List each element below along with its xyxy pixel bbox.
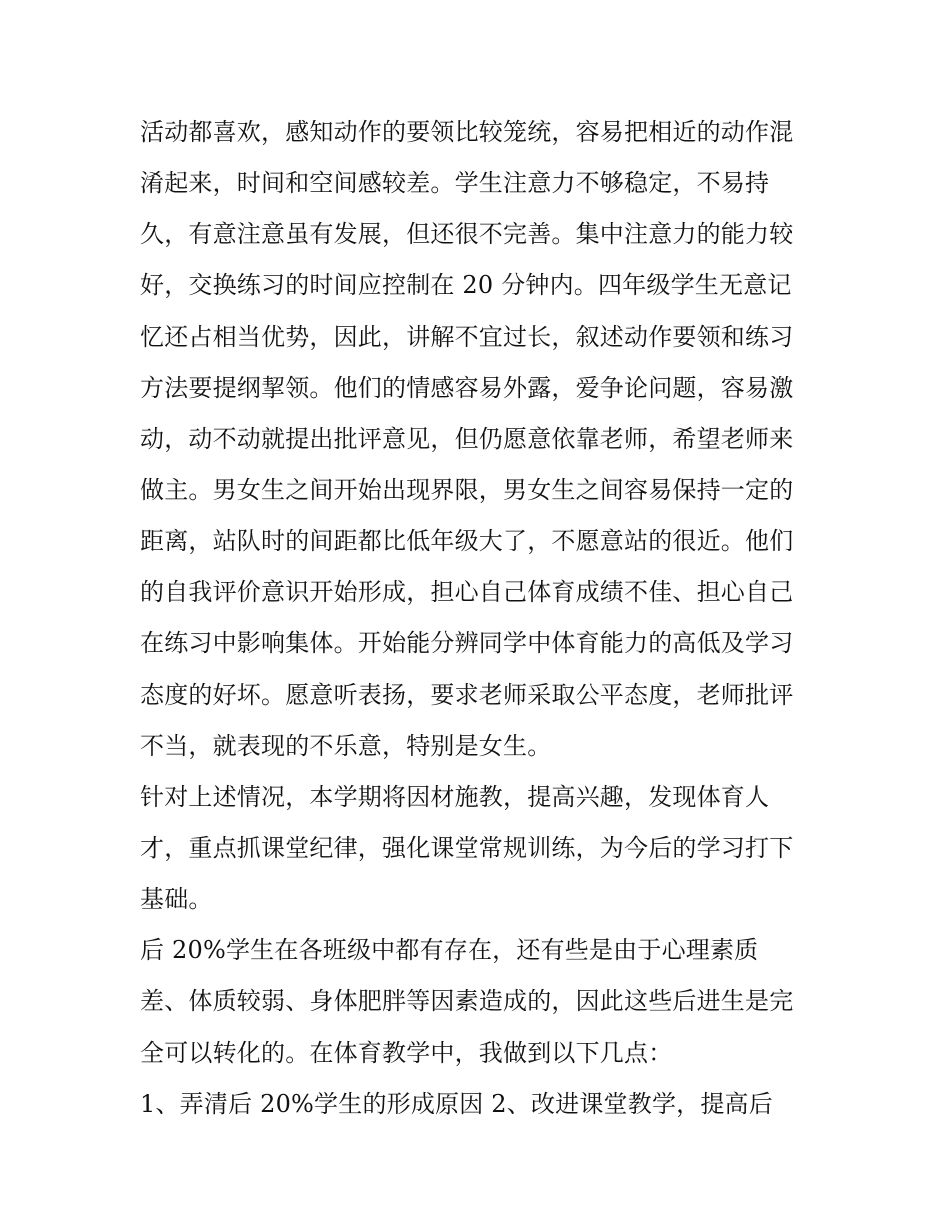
text-line-19: 全可以转化的。在体育教学中，我做到以下几点： bbox=[140, 1039, 673, 1067]
text-line-2: 淆起来，时间和空间感较差。学生注意力不够稳定，不易持 bbox=[140, 169, 770, 197]
text-line-3: 久，有意注意虽有发展，但还很不完善。集中注意力的能力较 bbox=[140, 220, 794, 248]
text-line-9: 距离，站队时的间距都比低年级大了，不愿意站的很近。他们 bbox=[140, 527, 794, 555]
text-line-13: 不当，就表现的不乐意，特别是女生。 bbox=[140, 732, 552, 760]
text-line-1: 活动都喜欢，感知动作的要领比较笼统，容易把相近的动作混 bbox=[140, 118, 794, 146]
text-line-17: 后 20%学生在各班级中都有存在，还有些是由于心理素质 bbox=[140, 936, 759, 964]
text-line-11: 在练习中影响集体。开始能分辨同学中体育能力的高低及学习 bbox=[140, 629, 794, 657]
text-line-20: 1、弄清后 20%学生的形成原因 2、改进课堂教学，提高后 bbox=[140, 1090, 773, 1118]
text-line-8: 做主。男女生之间开始出现界限，男女生之间容易保持一定的 bbox=[140, 476, 794, 504]
text-line-16: 基础。 bbox=[140, 885, 213, 913]
text-line-6: 方法要提纲挈领。他们的情感容易外露，爱争论问题，容易激 bbox=[140, 374, 794, 402]
text-line-10: 的自我评价意识开始形成，担心自己体育成绩不佳、担心自己 bbox=[140, 578, 794, 606]
text-line-12: 态度的好坏。愿意听表扬，要求老师采取公平态度，老师批评 bbox=[140, 681, 794, 709]
text-line-15: 才，重点抓课堂纪律，强化课堂常规训练，为今后的学习打下 bbox=[140, 834, 794, 862]
text-line-5: 忆还占相当优势，因此，讲解不宜过长，叙述动作要领和练习 bbox=[140, 323, 794, 351]
text-line-14: 针对上述情况，本学期将因材施教，提高兴趣，发现体育人 bbox=[140, 783, 770, 811]
text-line-18: 差、体质较弱、身体肥胖等因素造成的，因此这些后进生是完 bbox=[140, 987, 794, 1015]
text-line-7: 动，动不动就提出批评意见，但仍愿意依靠老师，希望老师来 bbox=[140, 425, 794, 453]
text-line-4: 好，交换练习的时间应控制在 20 分钟内。四年级学生无意记 bbox=[140, 271, 792, 299]
